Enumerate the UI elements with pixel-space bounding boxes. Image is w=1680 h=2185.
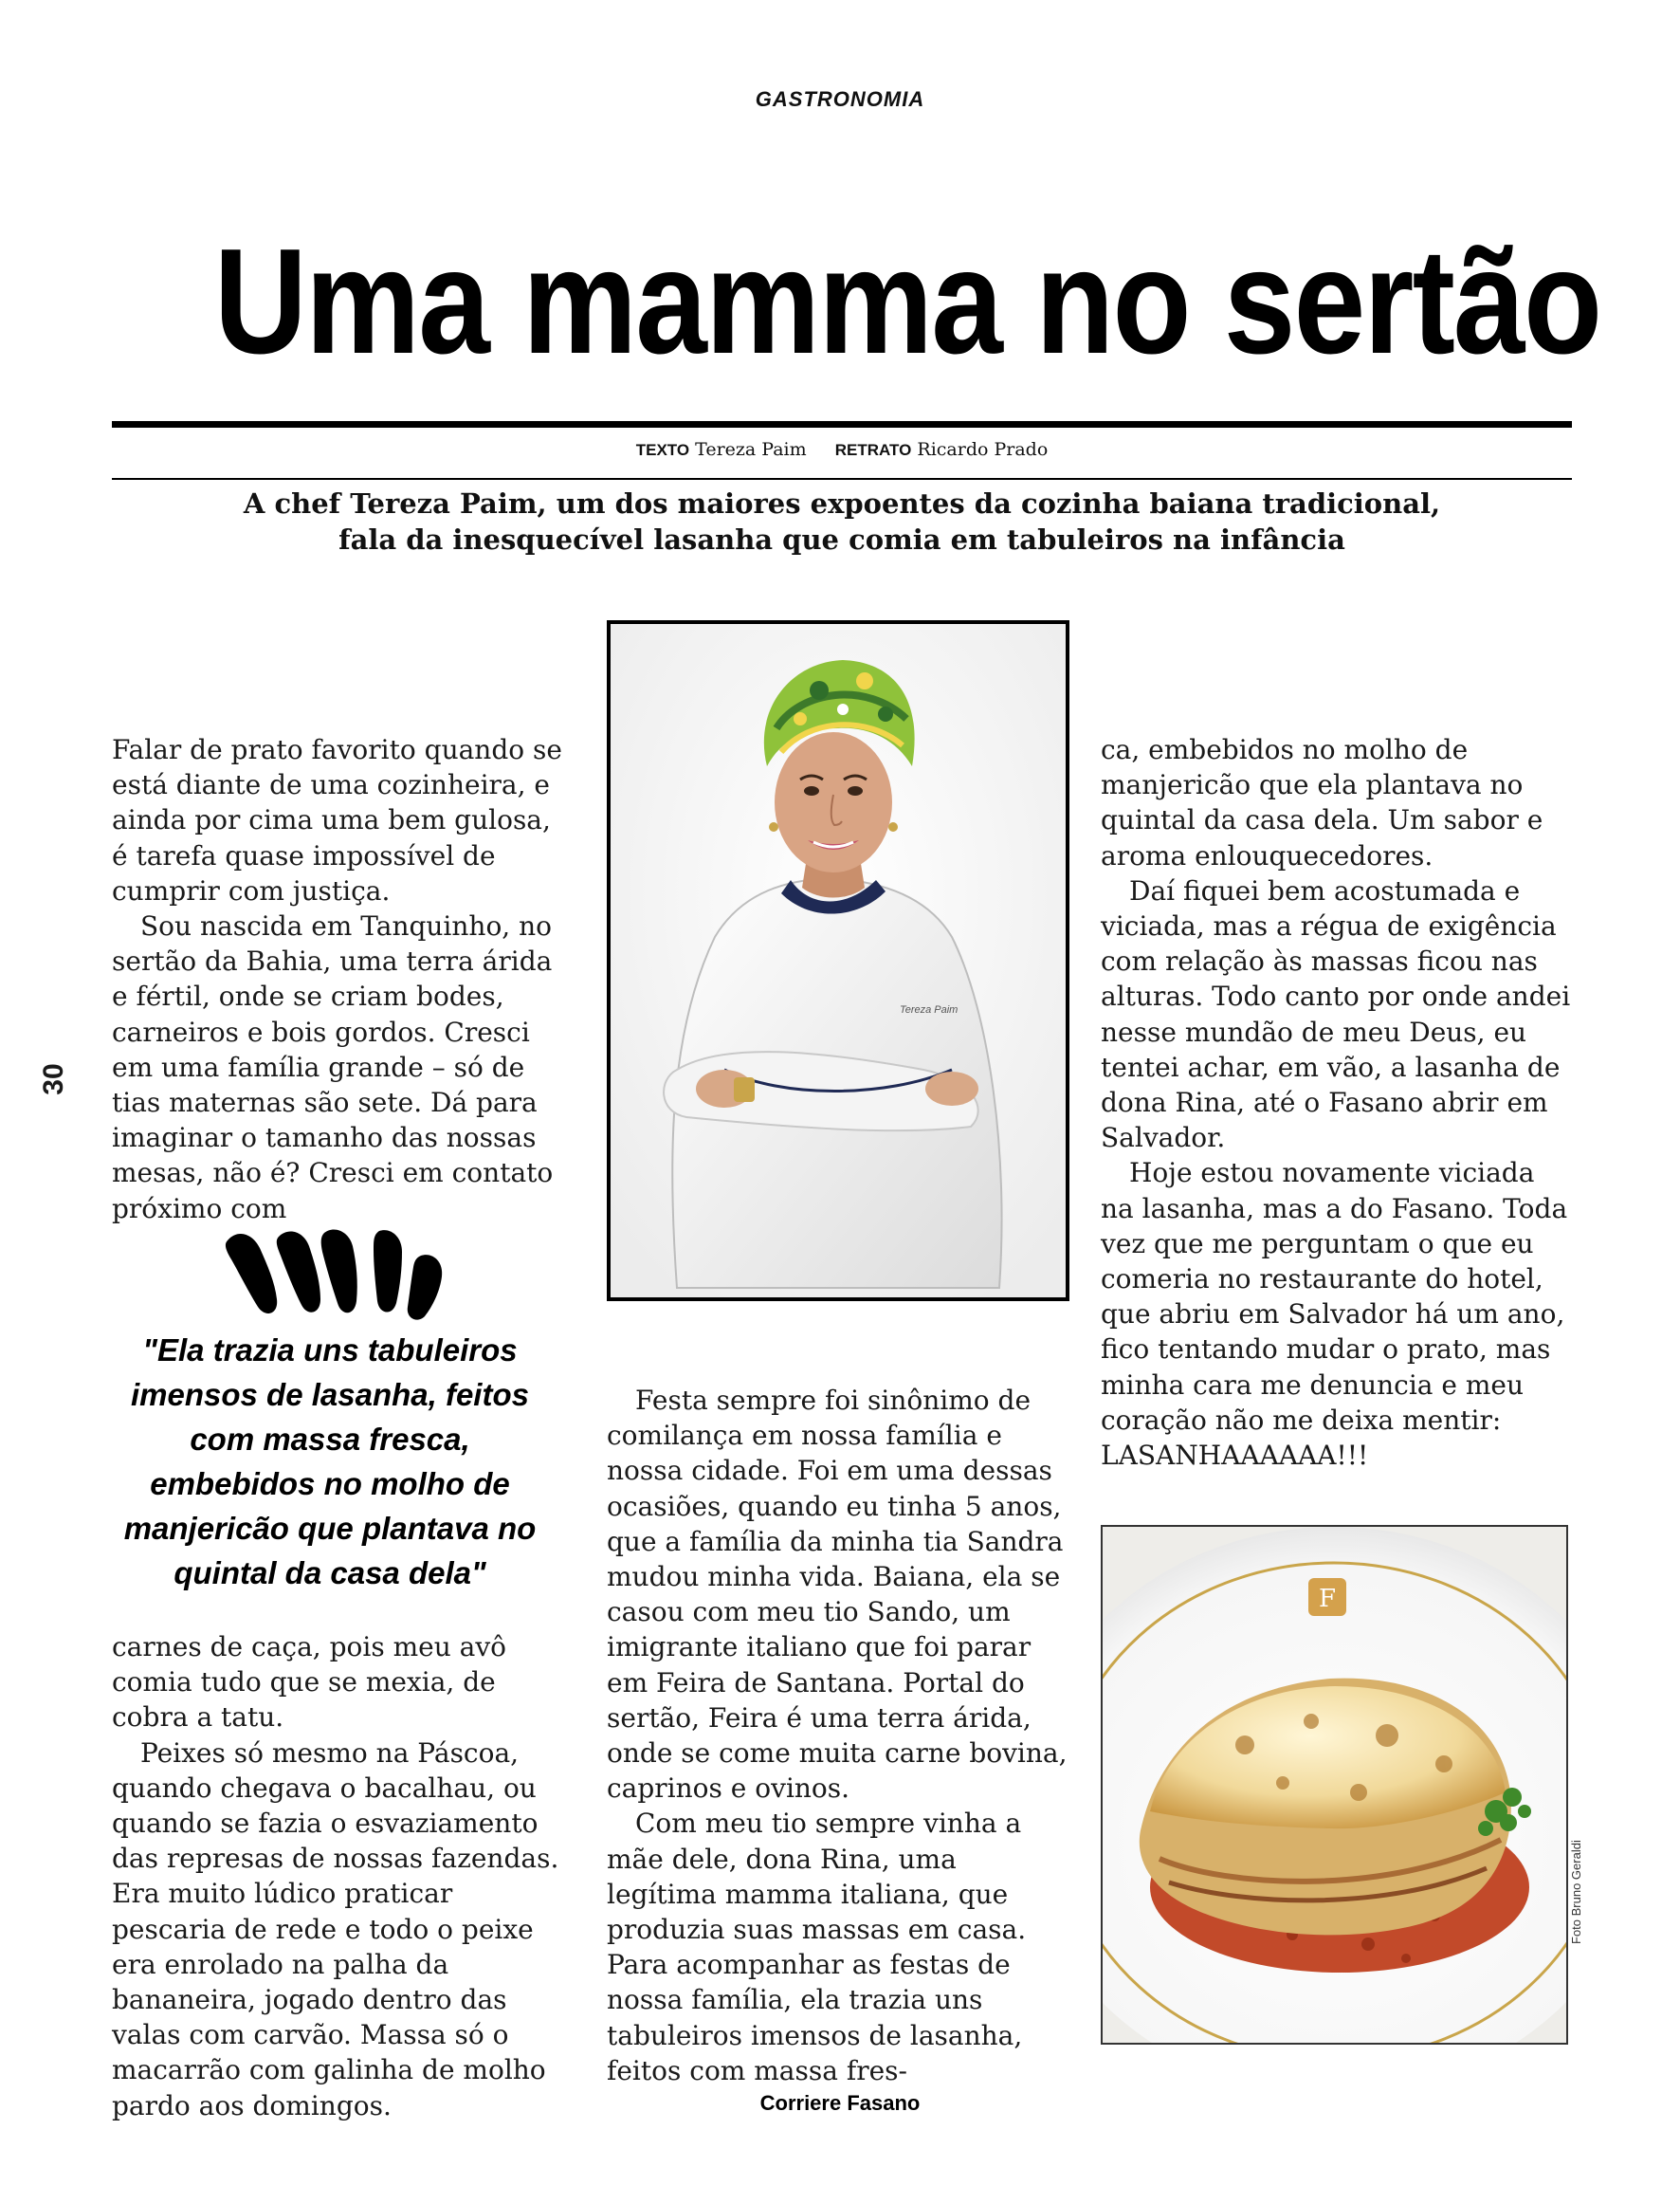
- column-1-bottom: [112, 1629, 567, 2123]
- column-3: [1101, 732, 1571, 1473]
- credits: [112, 439, 1572, 460]
- paragraph: Hoje estou novamente viciada na lasanha, mas a do Fasano. Toda vez que me perguntam o que eu comeria no restaurante do hotel, que abriu em Salvador há um ano, fico tentando mudar o prato, mas minha cara me denuncia e meu coração não me deixa mentir: LASANHAAAAAA!!!: [1101, 1157, 1568, 1472]
- dek: [112, 486, 1572, 558]
- paragraph: carnes de caça, pois meu avô comia tudo que se mexia, de cobra a tatu.: [112, 1631, 507, 1734]
- credit-text-label: TEXTO: [635, 441, 690, 459]
- paragraph: Festa sempre foi sinônimo de comilança em nossa família e nossa cidade. Foi em uma dessas ocasiões, quando eu tinha 5 anos, que a família da minha tia Sandra mudou minha vida. Baiana, ela se casou com meu tio Sando, um imigrante italiano que foi parar em Feira de Santana. Portal do sertão, Feira é uma terra árida, onde se come muita carne bovina, caprinos e ovinos.: [607, 1385, 1068, 1805]
- pull-quote: "Ela trazia uns tabuleiros imensos de lasanha, feitos com massa fresca, embebidos no molho de manjericão que plantava no quintal da casa dela": [123, 1332, 537, 1590]
- credit-text-author: Tereza Paim: [695, 439, 807, 460]
- page-number: 30: [38, 1063, 69, 1095]
- photo-credit: Foto Bruno Geraldi: [1569, 1840, 1583, 1944]
- headline: Uma mamma no sertão: [213, 218, 1601, 385]
- dek-line-1: A chef Tereza Paim, um dos maiores expoentes da cozinha baiana tradicional,: [243, 487, 1441, 520]
- credits-rule: [112, 478, 1572, 480]
- dek-line-2: fala da inesquecível lasanha que comia em tabuleiros na infância: [338, 523, 1345, 556]
- paragraph: Daí fiquei bem acostumada e viciada, mas a régua de exigência com relação às massas ficou nas alturas. Todo canto por onde andei nesse mundão de meu Deus, eu tentei achar, em vão, a lasanha de dona Rina, até o Fasano abrir em Salvador.: [1101, 874, 1571, 1154]
- chef-portrait-illustration: [611, 624, 1066, 1297]
- footer-publication: Corriere Fasano: [759, 2091, 921, 2115]
- paragraph: Com meu tio sempre vinha a mãe dele, dona Rina, uma legítima mamma italiana, que produzia suas massas em casa. Para acompanhar as festas de nossa família, ela trazia uns tabuleiros imensos de lasanha, feitos com massa fres-: [607, 1808, 1027, 2086]
- plate-logo: F: [1318, 1585, 1337, 1613]
- credit-portrait-author: Ricardo Prado: [917, 439, 1049, 460]
- paragraph: Sou nascida em Tanquinho, no sertão da Bahia, uma terra árida e fértil, onde se criam bodes, carneiros e bois gordos. Cresci em uma família grande – só de tias maternas são sete. Dá para imaginar o tamanho das nossas mesas, não é? Cresci em contato próximo com: [112, 910, 554, 1224]
- column-1-top: [112, 732, 567, 1226]
- section-label: GASTRONOMIA: [755, 87, 925, 111]
- column-2: [607, 1383, 1073, 2088]
- quote-marks-icon: [218, 1223, 446, 1328]
- jacket-name: Tereza Paim: [900, 1004, 959, 1016]
- lasagna-photo: [1101, 1525, 1568, 2045]
- credit-portrait-label: RETRATO: [834, 441, 912, 459]
- lasagna-illustration: [1103, 1527, 1566, 2043]
- headline-rule: [112, 421, 1572, 428]
- paragraph: Falar de prato favorito quando se está diante de uma cozinheira, e ainda por cima uma bem gulosa, é tarefa quase impossível de cumprir com justiça.: [112, 734, 562, 907]
- paragraph: Peixes só mesmo na Páscoa, quando chegava o bacalhau, ou quando se fazia o esvaziamento das represas de nossas fazendas. Era muito lúdico praticar pescaria de rede e todo o peixe era enrolado na palha da bananeira, jogado dentro das valas com carvão. Massa só o macarrão com galinha de molho pardo aos domingos.: [112, 1736, 559, 2121]
- chef-portrait-photo: [607, 620, 1069, 1301]
- paragraph: ca, embebidos no molho de manjericão que ela plantava no quintal da casa dela. Um sabor e aroma enlouquecedores.: [1101, 734, 1543, 872]
